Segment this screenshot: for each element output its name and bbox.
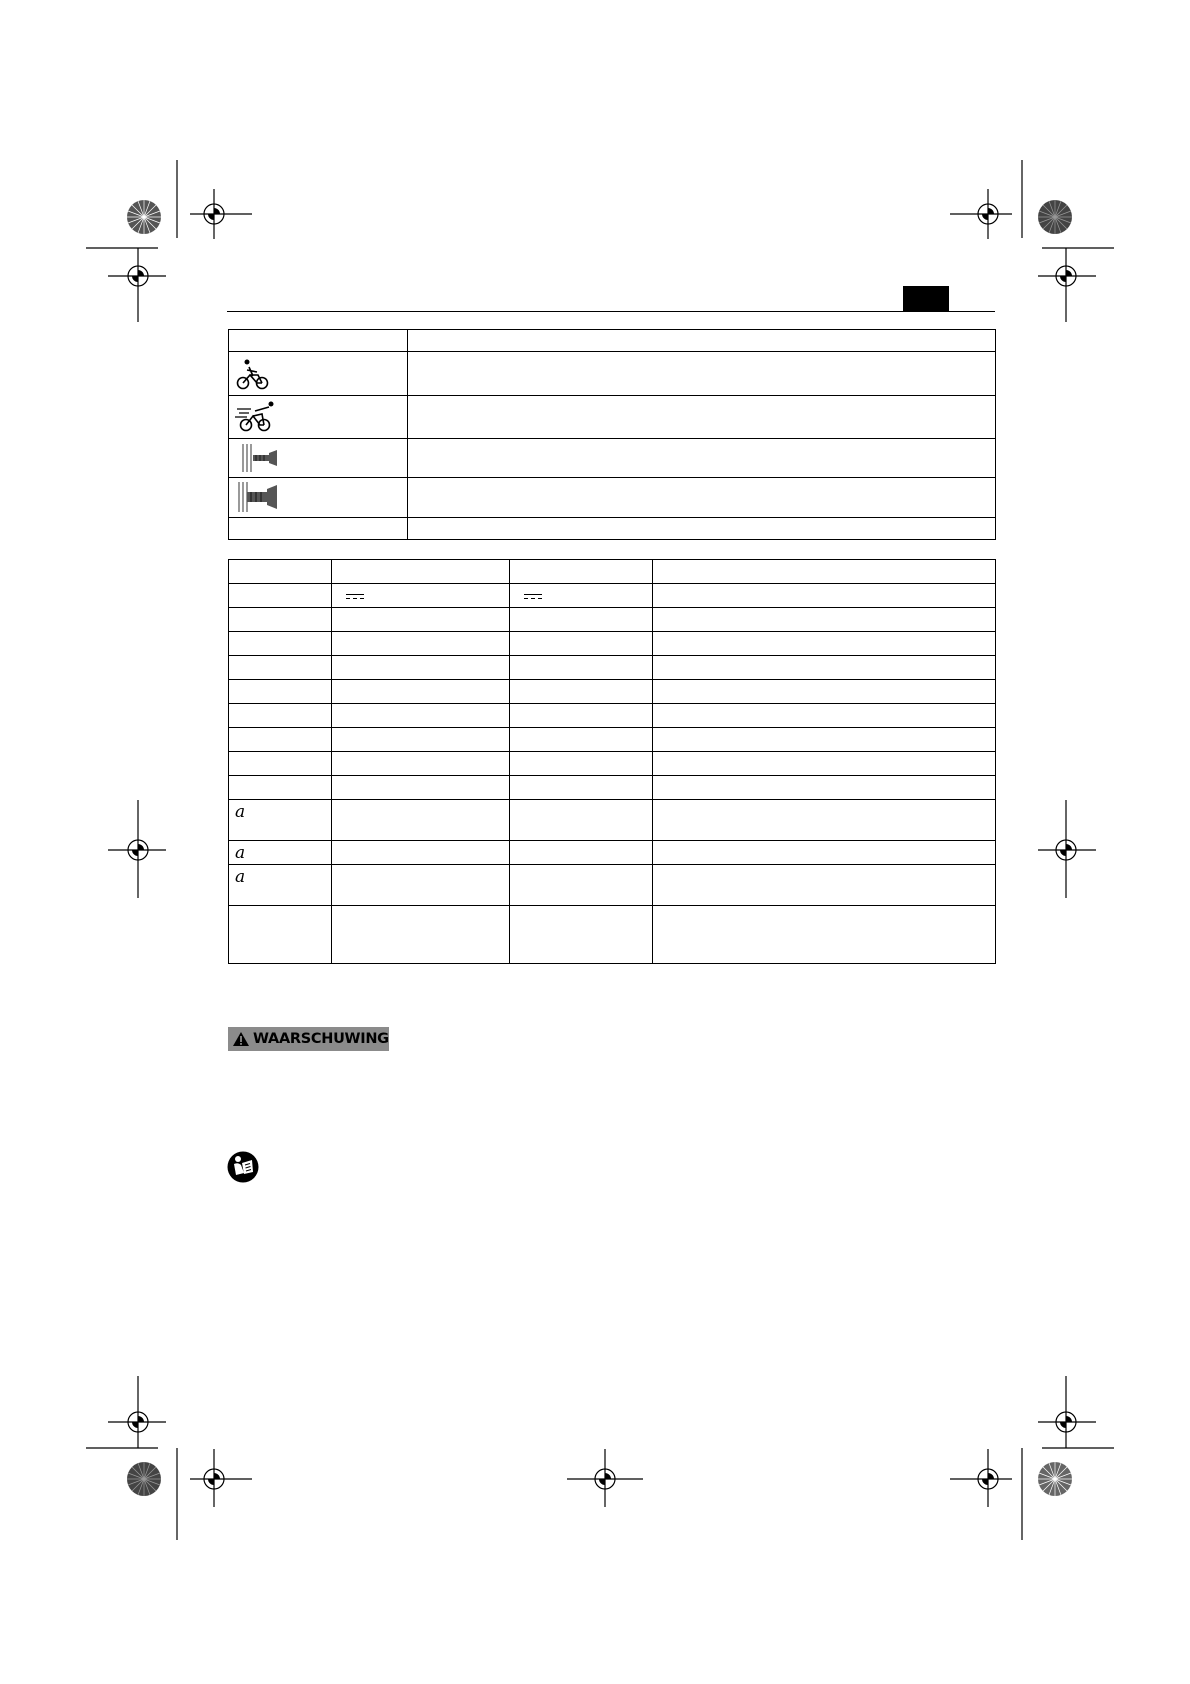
registration-target-left-upper [104, 248, 180, 324]
symbol-cell [229, 439, 408, 478]
language-tab [903, 286, 949, 311]
description-cell [408, 352, 996, 396]
symbol-cell [229, 396, 408, 439]
table-row [229, 680, 996, 704]
description-cell [408, 518, 996, 540]
table-row [229, 478, 996, 518]
symbol-table [228, 329, 996, 540]
description-cell [408, 396, 996, 439]
header-rule [227, 311, 995, 312]
registration-target-left-middle [104, 800, 180, 900]
table-cell [229, 800, 332, 841]
read-manual-icon [227, 1151, 259, 1183]
table-row [229, 396, 996, 439]
warning-triangle-icon [232, 1031, 250, 1047]
registration-target-top-right [950, 189, 1026, 239]
table-cell [229, 560, 332, 584]
vibration-symbol-a: a [235, 843, 246, 863]
table-row [229, 632, 996, 656]
registration-target-left-lower [104, 1376, 180, 1452]
registration-target-top-left [176, 189, 252, 239]
table-row [229, 704, 996, 728]
symbol-cell [229, 478, 408, 518]
description-cell [408, 330, 996, 352]
direct-current-symbol [346, 594, 364, 601]
registration-target-bottom-center [567, 1449, 643, 1509]
table-row [229, 728, 996, 752]
warning-badge [228, 1027, 389, 1051]
table-row [229, 800, 996, 841]
registration-target-bottom-right [950, 1449, 1026, 1509]
table-row [229, 439, 996, 478]
registration-target-right-lower [1024, 1376, 1100, 1452]
table-cell [229, 865, 332, 906]
rosette-top-right [1037, 199, 1073, 235]
table-row [229, 560, 996, 584]
cyclist-icon [235, 356, 271, 392]
vibration-symbol-a: a [235, 802, 246, 822]
table-cell [229, 584, 332, 608]
vibration-symbol-a: a [235, 867, 246, 887]
symbol-cell [229, 330, 408, 352]
table-cell [510, 584, 653, 608]
table-row [229, 752, 996, 776]
table-row [229, 330, 996, 352]
symbol-cell [229, 518, 408, 540]
table-cell [653, 584, 996, 608]
warning-label: WAARSCHUWING [253, 1031, 389, 1047]
table-row [229, 841, 996, 865]
table-row [229, 656, 996, 680]
table-row [229, 776, 996, 800]
registration-target-bottom-left [176, 1449, 252, 1509]
table-row [229, 518, 996, 540]
fast-cyclist-icon [235, 399, 277, 435]
table-cell [332, 560, 510, 584]
rosette-bottom-right [1037, 1461, 1073, 1497]
small-screw-icon [239, 442, 283, 474]
table-cell [332, 584, 510, 608]
table-cell [510, 560, 653, 584]
rosette-bottom-left [126, 1461, 162, 1497]
symbol-cell [229, 352, 408, 396]
table-row [229, 352, 996, 396]
technical-data-table [228, 559, 996, 964]
table-cell [229, 841, 332, 865]
large-screw-icon [235, 480, 283, 514]
registration-target-right-upper [1024, 248, 1100, 324]
description-cell [408, 439, 996, 478]
registration-target-right-middle [1024, 800, 1100, 900]
table-row [229, 608, 996, 632]
description-cell [408, 478, 996, 518]
table-row [229, 584, 996, 608]
table-row [229, 906, 996, 964]
direct-current-symbol [524, 594, 542, 601]
rosette-top-left [126, 199, 162, 235]
table-cell [653, 560, 996, 584]
table-row [229, 865, 996, 906]
